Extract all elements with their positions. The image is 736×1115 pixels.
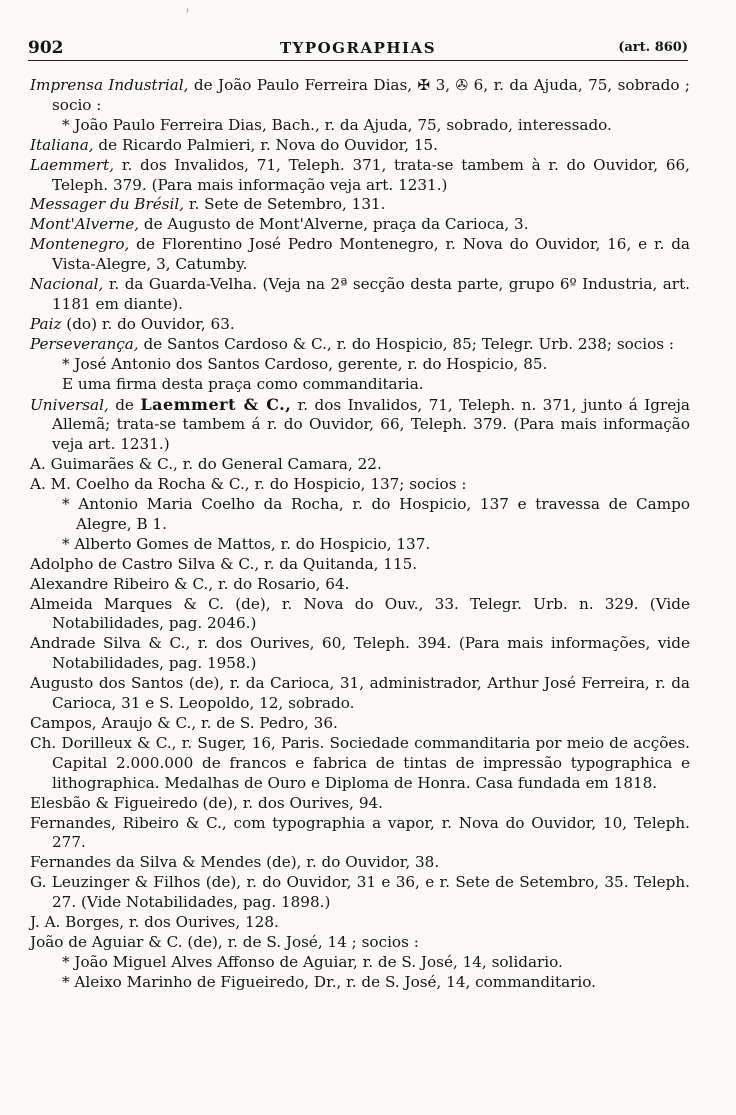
list-item: Elesbão & Figueiredo (de), r. dos Ourives, 94. [30, 793, 383, 812]
list-item [30, 235, 690, 275]
firm-name: Laemmert & C., [140, 394, 292, 414]
list-item [30, 76, 690, 116]
list-item: Andrade Silva & C., r. dos Ourives, 60, Teleph. 394. (Para mais informações, vide Notabilidades, pag. 1958.) [30, 634, 690, 673]
entry-text: r. Sete de Setembro, 131. [184, 195, 386, 214]
entry-list [30, 76, 690, 993]
list-item [30, 156, 690, 196]
partner-item: * João Paulo Ferreira Dias, Bach., r. da Ajuda, 75, sobrado, interessado. [62, 115, 612, 134]
partner-item: * José Antonio dos Santos Cardoso, gerente, r. do Hospicio, 85. [62, 354, 548, 373]
entry-text: r. dos Invalidos, 71, Teleph. n. 371, junto á Igreja Allemã; trata-se tambem á r. do Ouvidor, 66, Teleph. 379. (Para mais informação veja art. 1231.) [52, 395, 690, 454]
entry-name: Montenegro, [30, 235, 130, 254]
entry-text: de Augusto de Mont'Alverne, praça da Carioca, 3. [139, 215, 529, 234]
list-item: Ch. Dorilleux & C., r. Suger, 16, Paris. Sociedade commanditaria por meio de acções. Capital 2.000.000 de francos e fabrica de tintas de impressão typographica e lithographica. Medalhas de Ouro e Diploma de Honra. Casa fundada em 1818. [30, 733, 690, 792]
partner-item: * Alberto Gomes de Mattos, r. do Hospicio, 137. [62, 534, 431, 553]
partner-item: * Antonio Maria Coelho da Rocha, r. do Hospicio, 137 e travessa de Campo Alegre, B 1. [62, 495, 690, 533]
list-item: Fernandes da Silva & Mendes (de), r. do Ouvidor, 38. [30, 853, 440, 872]
entry-text: de Ricardo Palmieri, r. Nova do Ouvidor, 15. [93, 135, 439, 154]
partner-item: * Aleixo Marinho de Figueiredo, Dr., r. de S. José, 14, commanditario. [62, 972, 596, 991]
list-item [30, 195, 690, 215]
list-item [30, 275, 690, 315]
entry-name: Italiana, [30, 135, 94, 154]
list-item: G. Leuzinger & Filhos (de), r. do Ouvidor, 31 e 36, e r. Sete de Setembro, 35. Teleph. 27. (Vide Notabilidades, pag. 1898.) [30, 873, 690, 912]
note-line: E uma firma desta praça como commanditaria. [62, 374, 424, 393]
entry-name: Messager du Brésil, [30, 195, 185, 214]
entry-name: Perseverança, [30, 334, 139, 353]
entry-name: Universal, [30, 395, 109, 414]
page-title: TYPOGRAPHIAS [279, 39, 437, 57]
entry-name: Laemmert, [30, 155, 115, 174]
entry-text: r. da Guarda-Velha. (Veja na 2ª secção desta parte, grupo 6º Industria, art. 1181 em diante). [52, 275, 690, 313]
partner-item: * João Miguel Alves Affonso de Aguiar, r. de S. José, 14, solidario. [62, 952, 563, 971]
list-item: João de Aguiar & C. (de), r. de S. José, 14 ; socios : [30, 932, 419, 951]
page-header [28, 36, 688, 61]
entry-text: (do) r. do Ouvidor, 63. [61, 314, 235, 333]
entry-text: de Santos Cardoso & C., r. do Hospicio, 85; Telegr. Urb. 238; socios : [138, 334, 675, 353]
list-item [30, 335, 690, 355]
list-item: Augusto dos Santos (de), r. da Carioca, 31, administrador, Arthur José Ferreira, r. da Carioca, 31 e S. Leopoldo, 12, sobrado. [30, 674, 690, 713]
entry-name: Paiz [30, 314, 62, 333]
list-item: Adolpho de Castro Silva & C., r. da Quitanda, 115. [30, 554, 418, 573]
page-edge-mark: ⁾ [186, 6, 189, 19]
entry-text: r. dos Invalidos, 71, Teleph. 371, trata-se tambem à r. do Ouvidor, 66, Teleph. 379. (Para mais informação veja art. 1231.) [52, 155, 690, 194]
page-number: 902 [28, 38, 64, 58]
entry-text: de João Paulo Ferreira Dias, ✠ 3, ✇ 6, r. da Ajuda, 75, sobrado ; socio : [52, 76, 690, 114]
list-item: A. M. Coelho da Rocha & C., r. do Hospicio, 137; socios : [30, 475, 467, 494]
list-item: Almeida Marques & C. (de), r. Nova do Ouv., 33. Telegr. Urb. n. 329. (Vide Notabilidades, pag. 2046.) [30, 594, 690, 633]
list-item [30, 215, 690, 235]
article-reference: (art. 860) [618, 40, 688, 55]
list-item: Alexandre Ribeiro & C., r. do Rosario, 64. [30, 574, 350, 593]
list-item [30, 136, 690, 156]
list-item: Fernandes, Ribeiro & C., com typographia a vapor, r. Nova do Ouvidor, 10, Teleph. 277. [30, 813, 690, 852]
list-item: Campos, Araujo & C., r. de S. Pedro, 36. [30, 714, 338, 732]
entry-text: de Florentino José Pedro Montenegro, r. Nova do Ouvidor, 16, e r. da Vista-Alegre, 3, Catumby. [52, 235, 690, 274]
list-item [30, 395, 690, 456]
entry-pre: de [108, 395, 141, 414]
entry-name: Nacional, [30, 275, 104, 294]
entry-name: Mont'Alverne, [30, 215, 140, 234]
list-item [30, 315, 690, 335]
list-item: A. Guimarães & C., r. do General Camara, 22. [30, 455, 382, 474]
list-item: J. A. Borges, r. dos Ourives, 128. [30, 913, 279, 932]
entry-name: Imprensa Industrial, [30, 76, 189, 94]
